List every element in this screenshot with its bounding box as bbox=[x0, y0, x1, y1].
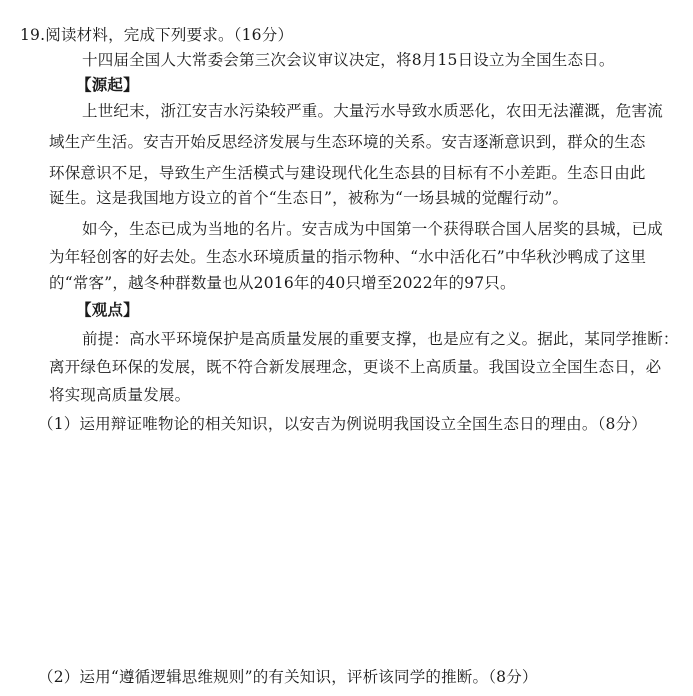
origin-line-6: 为年轻创客的好去处。生态水环境质量的指示物种、“水中活化石”中华秋沙鸭成了这里 bbox=[49, 248, 647, 266]
question-number: 19. bbox=[20, 26, 46, 44]
viewpoint-heading: 【观点】 bbox=[76, 300, 139, 319]
question-header bbox=[20, 24, 293, 46]
viewpoint-line-2: 离开绿色环保的发展，既不符合新发展理念，更谈不上高质量。我国设立全国生态日，必 bbox=[49, 358, 662, 376]
viewpoint-line-3: 将实现高质量发展。 bbox=[49, 386, 191, 404]
sub-question-1: （1）运用辩证唯物论的相关知识，以安吉为例说明我国设立全国生态日的理由。（8分） bbox=[38, 415, 647, 433]
question-header-text: 阅读材料，完成下列要求。（16分） bbox=[45, 26, 294, 44]
origin-line-1: 上世纪末，浙江安吉水污染较严重。大量污水导致水质恶化，农田无法灌溉，危害流 bbox=[82, 102, 663, 120]
origin-line-4: 诞生。这是我国地方设立的首个“生态日”，被称为“一场县城的觉醒行动”。 bbox=[49, 189, 569, 207]
origin-line-2: 域生产生活。安吉开始反思经济发展与生态环境的关系。安吉逐渐意识到，群众的生态 bbox=[49, 133, 646, 151]
origin-line-7: 的“常客”，越冬种群数量也从2016年的40只增至2022年的97只。 bbox=[49, 274, 516, 292]
origin-heading: 【源起】 bbox=[76, 75, 139, 94]
sub-question-2: （2）运用“遵循逻辑思维规则”的有关知识，评析该同学的推断。（8分） bbox=[38, 668, 538, 686]
origin-line-3: 环保意识不足，导致生产生活模式与建设现代化生态县的目标有不小差距。生态日由此 bbox=[49, 164, 646, 182]
viewpoint-line-1: 前提：高水平环境保护是高质量发展的重要支撑，也是应有之义。据此，某同学推断： bbox=[82, 330, 679, 348]
intro-paragraph: 十四届全国人大常委会第三次会议审议决定，将8月15日设立为全国生态日。 bbox=[82, 51, 615, 69]
origin-line-5: 如今，生态已成为当地的名片。安吉成为中国第一个获得联合国人居奖的县城，已成 bbox=[82, 220, 663, 238]
